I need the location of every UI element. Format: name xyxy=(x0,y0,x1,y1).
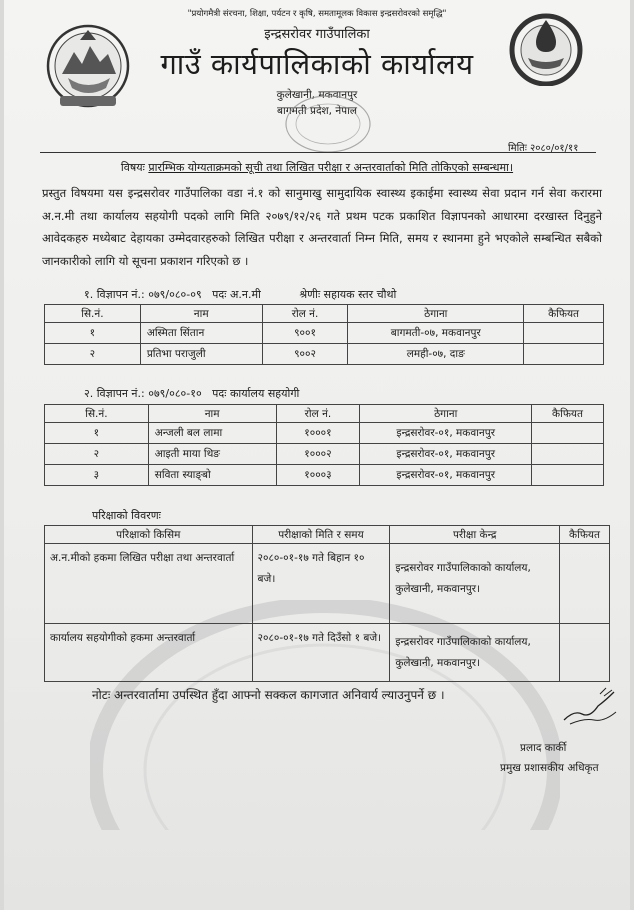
col-header: ठेगाना xyxy=(348,305,524,323)
cell-remarks xyxy=(532,465,604,486)
cell-address: इन्द्रसरोवर-०१, मकवानपुर xyxy=(360,465,532,486)
table-header-row xyxy=(45,305,604,323)
col-header: परीक्षा केन्द्र xyxy=(390,526,560,544)
office-title: गाउँ कार्यपालिकाको कार्यालय xyxy=(160,47,474,81)
cell-exam-type: अ.न.मीको हकमा लिखित परीक्षा तथा अन्तरवार्ता xyxy=(45,544,253,624)
table-row xyxy=(45,423,604,444)
subject-line xyxy=(0,160,634,175)
col-header: ठेगाना xyxy=(360,405,532,423)
table-row xyxy=(45,624,610,682)
signatory-title: प्रमुख प्रशासकीय अधिकृत xyxy=(500,762,599,774)
cell-name: अस्मिता सिंतान xyxy=(140,323,262,344)
cell-remarks xyxy=(524,323,604,344)
table-header-row xyxy=(45,526,610,544)
table-row xyxy=(45,344,604,365)
cell-exam-center: इन्द्रसरोवर गाउँपालिकाको कार्यालय, कुलेखानी, मकवानपुर। xyxy=(390,544,560,624)
col-header: परिक्षाको किसिम xyxy=(45,526,253,544)
cell-roll: १०००२ xyxy=(276,444,360,465)
cell-roll: १०००३ xyxy=(276,465,360,486)
cell-roll: १०००१ xyxy=(276,423,360,444)
cell-sn: २ xyxy=(45,444,149,465)
table3-caption: परिक्षाको विवरणः xyxy=(92,509,161,522)
subject-prefix: विषयः xyxy=(120,161,145,174)
cell-address: इन्द्रसरोवर-०१, मकवानपुर xyxy=(360,423,532,444)
cell-exam-type: कार्यालय सहयोगीको हकमा अन्तरवार्ता xyxy=(45,624,253,682)
col-header: सि.नं. xyxy=(45,405,149,423)
col-header: सि.नं. xyxy=(45,305,141,323)
cell-exam-center: इन्द्रसरोवर गाउँपालिकाको कार्यालय, कुलेखानी, मकवानपुर। xyxy=(390,624,560,682)
table-row xyxy=(45,465,604,486)
cell-remarks xyxy=(560,624,610,682)
slogan: "प्रयोगमैत्री संरचना, शिक्षा, पर्यटन र कृषि, समतामूलक विकास इन्द्रसरोवरको समृद्धि" xyxy=(187,9,447,19)
table-row xyxy=(45,544,610,624)
cell-sn: १ xyxy=(45,423,149,444)
subject-text: प्रारम्भिक योग्यताक्रमको सूची तथा लिखित परीक्षा र अन्तरवार्ताको मिति तोकिएको सम्बन्धमा। xyxy=(148,161,514,174)
table1-caption: १. विज्ञापन नं.: ०७९/०८०-०९ पदः अ.न.मी श्रेणीः सहायक स्तर चौथो xyxy=(84,288,397,301)
cell-sn: २ xyxy=(45,344,141,365)
table3-exam-details xyxy=(44,525,610,682)
cell-sn: १ xyxy=(45,323,141,344)
cell-name: आइती माया थिङ xyxy=(148,444,276,465)
address-line1: कुलेखानी, मकवानपुर xyxy=(276,89,358,101)
cell-remarks xyxy=(532,444,604,465)
cell-exam-datetime: २०८०-०१-१७ गते दिउँसो १ बजे। xyxy=(252,624,390,682)
address-line2: बागमती प्रदेश, नेपाल xyxy=(277,105,357,117)
table-header-row xyxy=(45,405,604,423)
issue-date: मितिः २०८०/०१/११ xyxy=(508,143,579,154)
cell-sn: ३ xyxy=(45,465,149,486)
cell-address: लमही-०७, दाङ xyxy=(348,344,524,365)
cell-address: बागमती-०७, मकवानपुर xyxy=(348,323,524,344)
col-header: कैफियत xyxy=(524,305,604,323)
table2-caption: २. विज्ञापन नं.: ०७९/०८०-१० पदः कार्यालय सहयोगी xyxy=(84,387,300,400)
cell-name: प्रतिभा पराजुली xyxy=(140,344,262,365)
col-header: रोल नं. xyxy=(276,405,360,423)
cell-roll: ९००२ xyxy=(262,344,348,365)
col-header: कैफियत xyxy=(532,405,604,423)
table-row xyxy=(45,323,604,344)
col-header: रोल नं. xyxy=(262,305,348,323)
cell-exam-datetime: २०८०-०१-१७ गते बिहान १० बजे। xyxy=(252,544,390,624)
table-row xyxy=(45,444,604,465)
header-divider xyxy=(40,152,596,153)
col-header: परीक्षाको मिति र समय xyxy=(252,526,390,544)
note-text: नोटः अन्तरवार्तामा उपस्थित हुँदा आफ्नो सक्कल कागजात अनिवार्य ल्याउनुपर्ने छ । xyxy=(92,688,445,702)
cell-remarks xyxy=(560,544,610,624)
cell-roll: ९००१ xyxy=(262,323,348,344)
table2-candidates xyxy=(44,404,604,486)
cell-address: इन्द्रसरोवर-०१, मकवानपुर xyxy=(360,444,532,465)
col-header: नाम xyxy=(140,305,262,323)
notice-body: प्रस्तुत विषयमा यस इन्द्रसरोवर गाउँपालिका वडा नं.१ को सानुमाखु सामुदायिक स्वास्थ्य इकाईमा स्वास्थ्य सेवा प्रदान गर्न सेवा करारमा अ.न.मी तथा कार्यालय सहयोगी पदको लागि मिति २०७९/१२/२६ गते प्रथम पटक प्रकाशित विज्ञापनको आधारमा दरखास्त दिनुहुने आवेदकहरु मध्येबाट देहायका उम्मेदवारहरुको लिखित परीक्षा र अन्तरवार्ता निम्न मिति, समय र स्थानमा हुने भएकोले सम्बन्धित सबैको जानकारीको लागि यो सूचना प्रकाशन गरिएको छ । xyxy=(42,186,602,268)
signatory-name: प्रलाद कार्की xyxy=(520,742,567,754)
cell-name: अन्जली बल लामा xyxy=(148,423,276,444)
municipality-name: इन्द्रसरोवर गाउँपालिका xyxy=(264,27,370,42)
cell-remarks xyxy=(524,344,604,365)
col-header: नाम xyxy=(148,405,276,423)
cell-name: सविता स्याङ्बो xyxy=(148,465,276,486)
handwritten-signature xyxy=(560,684,620,730)
col-header: कैफियत xyxy=(560,526,610,544)
cell-remarks xyxy=(532,423,604,444)
table1-candidates xyxy=(44,304,604,365)
